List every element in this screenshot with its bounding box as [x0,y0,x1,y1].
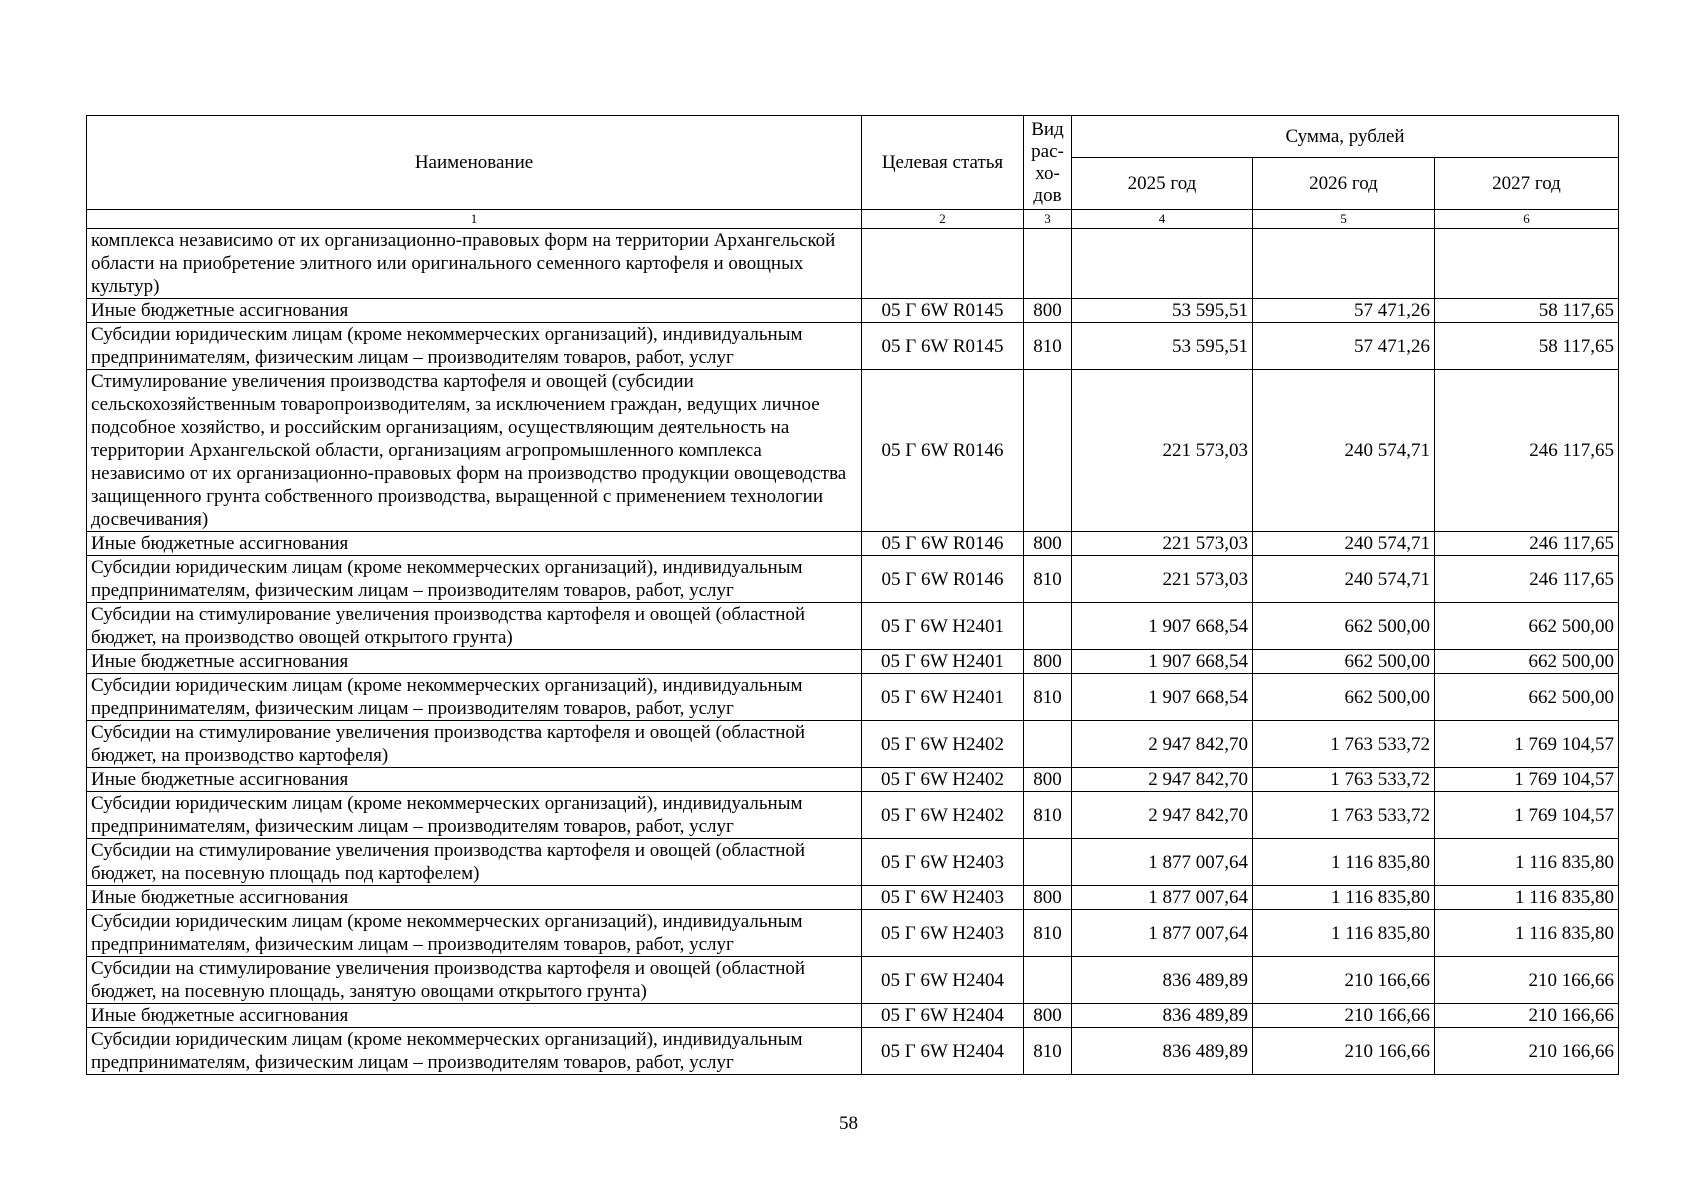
target-article-code: 05 Г 6W Н2404 [862,1004,1024,1028]
row-name: Субсидии юридическим лицам (кроме некоммерческих организаций), индивидуальным предпринимателям, физическим лицам – производителям товаров, работ, услуг [87,674,862,721]
amount-2027: 1 116 835,80 [1435,886,1619,910]
amount-2027 [1435,229,1619,299]
amount-2026: 1 116 835,80 [1253,886,1435,910]
amount-2026: 240 574,71 [1253,556,1435,603]
header-year-2027: 2027 год [1435,158,1619,210]
amount-2027: 662 500,00 [1435,650,1619,674]
amount-2025: 836 489,89 [1072,1028,1253,1075]
amount-2027: 1 769 104,57 [1435,721,1619,768]
expense-type-code: 800 [1024,299,1072,323]
page-number: 58 [839,1113,858,1134]
table-row [87,957,1619,1004]
table-row [87,839,1619,886]
row-name: Субсидии юридическим лицам (кроме некоммерческих организаций), индивидуальным предпринимателям, физическим лицам – производителям товаров, работ, услуг [87,910,862,957]
amount-2025: 1 877 007,64 [1072,886,1253,910]
amount-2025: 221 573,03 [1072,370,1253,532]
amount-2025: 1 907 668,54 [1072,603,1253,650]
amount-2026 [1253,229,1435,299]
amount-2027: 246 117,65 [1435,370,1619,532]
expense-type-code: 810 [1024,1028,1072,1075]
expense-type-code [1024,229,1072,299]
amount-2025: 1 907 668,54 [1072,674,1253,721]
amount-2026: 210 166,66 [1253,957,1435,1004]
target-article-code: 05 Г 6W Н2402 [862,768,1024,792]
table-row [87,532,1619,556]
table-row [87,556,1619,603]
amount-2026: 57 471,26 [1253,323,1435,370]
amount-2027: 58 117,65 [1435,323,1619,370]
amount-2025: 221 573,03 [1072,556,1253,603]
amount-2025: 221 573,03 [1072,532,1253,556]
column-index: 3 [1024,210,1072,229]
row-name: Субсидии юридическим лицам (кроме некоммерческих организаций), индивидуальным предпринимателям, физическим лицам – производителям товаров, работ, услуг [87,792,862,839]
table-row [87,299,1619,323]
amount-2027: 1 116 835,80 [1435,910,1619,957]
amount-2025: 836 489,89 [1072,1004,1253,1028]
table-row [87,650,1619,674]
row-name: Иные бюджетные ассигнования [87,886,862,910]
table-row [87,370,1619,532]
amount-2026: 662 500,00 [1253,603,1435,650]
column-index: 6 [1435,210,1619,229]
table-row [87,603,1619,650]
amount-2027: 1 769 104,57 [1435,792,1619,839]
target-article-code: 05 Г 6W R0146 [862,370,1024,532]
amount-2025: 2 947 842,70 [1072,768,1253,792]
row-name: Субсидии на стимулирование увеличения производства картофеля и овощей (областной бюджет, на производство овощей открытого грунта) [87,603,862,650]
target-article-code [862,229,1024,299]
target-article-code: 05 Г 6W Н2404 [862,1028,1024,1075]
table-row [87,910,1619,957]
amount-2027: 58 117,65 [1435,299,1619,323]
amount-2027: 246 117,65 [1435,556,1619,603]
amount-2025: 53 595,51 [1072,299,1253,323]
header-name: Наименование [87,116,862,210]
amount-2027: 662 500,00 [1435,674,1619,721]
expense-type-code: 810 [1024,910,1072,957]
table-row [87,229,1619,299]
table-row [87,721,1619,768]
row-name: Субсидии на стимулирование увеличения производства картофеля и овощей (областной бюджет, на производство картофеля) [87,721,862,768]
amount-2025: 2 947 842,70 [1072,721,1253,768]
row-name: комплекса независимо от их организационно-правовых форм на территории Архангельской области на приобретение элитного или оригинального семенного картофеля и овощных культур) [87,229,862,299]
amount-2026: 210 166,66 [1253,1004,1435,1028]
amount-2027: 210 166,66 [1435,1028,1619,1075]
target-article-code: 05 Г 6W Н2402 [862,721,1024,768]
amount-2026: 662 500,00 [1253,650,1435,674]
target-article-code: 05 Г 6W R0145 [862,323,1024,370]
header-expense-type: Вид рас-хо-дов [1024,116,1072,210]
expense-type-code: 800 [1024,650,1072,674]
row-name: Иные бюджетные ассигнования [87,532,862,556]
expense-type-code: 810 [1024,556,1072,603]
table-row [87,768,1619,792]
header-sum: Сумма, рублей [1072,116,1619,158]
amount-2025: 1 877 007,64 [1072,839,1253,886]
column-index: 1 [87,210,862,229]
expense-type-code: 810 [1024,323,1072,370]
target-article-code: 05 Г 6W Н2403 [862,839,1024,886]
row-name: Субсидии юридическим лицам (кроме некоммерческих организаций), индивидуальным предпринимателям, физическим лицам – производителям товаров, работ, услуг [87,323,862,370]
column-index: 2 [862,210,1024,229]
column-index: 4 [1072,210,1253,229]
expense-type-code: 800 [1024,532,1072,556]
amount-2026: 1 763 533,72 [1253,768,1435,792]
table-header [87,116,1619,229]
row-name: Иные бюджетные ассигнования [87,1004,862,1028]
amount-2027: 246 117,65 [1435,532,1619,556]
target-article-code: 05 Г 6W Н2403 [862,886,1024,910]
amount-2026: 1 116 835,80 [1253,910,1435,957]
column-index: 5 [1253,210,1435,229]
target-article-code: 05 Г 6W Н2404 [862,957,1024,1004]
expense-type-code [1024,957,1072,1004]
amount-2027: 210 166,66 [1435,957,1619,1004]
table-row [87,792,1619,839]
row-name: Субсидии юридическим лицам (кроме некоммерческих организаций), индивидуальным предпринимателям, физическим лицам – производителям товаров, работ, услуг [87,1028,862,1075]
target-article-code: 05 Г 6W Н2403 [862,910,1024,957]
row-name: Субсидии на стимулирование увеличения производства картофеля и овощей (областной бюджет, на посевную площадь под картофелем) [87,839,862,886]
amount-2026: 662 500,00 [1253,674,1435,721]
amount-2027: 1 116 835,80 [1435,839,1619,886]
target-article-code: 05 Г 6W Н2401 [862,674,1024,721]
amount-2025: 1 907 668,54 [1072,650,1253,674]
amount-2025 [1072,229,1253,299]
amount-2026: 57 471,26 [1253,299,1435,323]
amount-2027: 662 500,00 [1435,603,1619,650]
table-row [87,1028,1619,1075]
row-name: Иные бюджетные ассигнования [87,650,862,674]
table-row [87,1004,1619,1028]
amount-2025: 53 595,51 [1072,323,1253,370]
expense-type-code: 810 [1024,792,1072,839]
header-target-article: Целевая статья [862,116,1024,210]
expense-type-code: 800 [1024,886,1072,910]
expense-type-code: 800 [1024,768,1072,792]
table-row [87,323,1619,370]
table-row [87,886,1619,910]
row-name: Субсидии на стимулирование увеличения производства картофеля и овощей (областной бюджет, на посевную площадь, занятую овощами открытого грунта) [87,957,862,1004]
row-name: Иные бюджетные ассигнования [87,768,862,792]
amount-2025: 836 489,89 [1072,957,1253,1004]
header-year-2026: 2026 год [1253,158,1435,210]
table-row [87,674,1619,721]
amount-2025: 1 877 007,64 [1072,910,1253,957]
expense-type-code: 800 [1024,1004,1072,1028]
budget-table [86,115,1619,1075]
amount-2026: 210 166,66 [1253,1028,1435,1075]
row-name: Субсидии юридическим лицам (кроме некоммерческих организаций), индивидуальным предпринимателям, физическим лицам – производителям товаров, работ, услуг [87,556,862,603]
target-article-code: 05 Г 6W Н2401 [862,650,1024,674]
expense-type-code [1024,721,1072,768]
amount-2026: 240 574,71 [1253,532,1435,556]
expense-type-code [1024,603,1072,650]
amount-2026: 1 763 533,72 [1253,721,1435,768]
amount-2027: 210 166,66 [1435,1004,1619,1028]
amount-2026: 1 116 835,80 [1253,839,1435,886]
target-article-code: 05 Г 6W Н2401 [862,603,1024,650]
row-name: Иные бюджетные ассигнования [87,299,862,323]
row-name: Стимулирование увеличения производства картофеля и овощей (субсидии сельскохозяйственным товаропроизводителям, за исключением граждан, ведущих личное подсобное хозяйство, и российским организациям, осуществляющим деятельность на территории Архангельской области, организациям агропромышленного комплекса независимо от их организационно-правовых форм на производство продукции овощеводства защищенного грунта собственного производства, выращенной с применением технологии досвечивания) [87,370,862,532]
amount-2027: 1 769 104,57 [1435,768,1619,792]
expense-type-code: 810 [1024,674,1072,721]
target-article-code: 05 Г 6W R0146 [862,532,1024,556]
expense-type-code [1024,839,1072,886]
amount-2025: 2 947 842,70 [1072,792,1253,839]
column-index-row [87,210,1619,229]
target-article-code: 05 Г 6W R0145 [862,299,1024,323]
amount-2026: 240 574,71 [1253,370,1435,532]
amount-2026: 1 763 533,72 [1253,792,1435,839]
header-year-2025: 2025 год [1072,158,1253,210]
target-article-code: 05 Г 6W Н2402 [862,792,1024,839]
target-article-code: 05 Г 6W R0146 [862,556,1024,603]
expense-type-code [1024,370,1072,532]
table-body [87,229,1619,1075]
